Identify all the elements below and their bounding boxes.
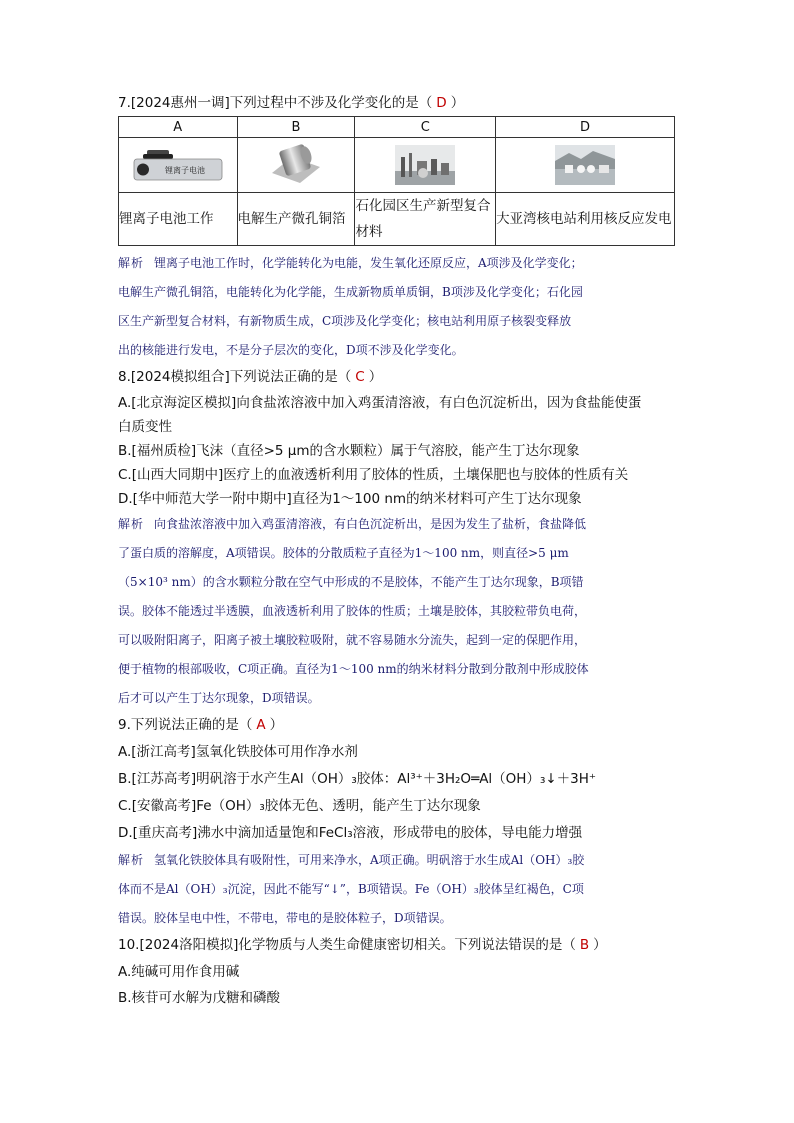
analysis-line: 解析 氢氧化铁胶体具有吸附性，可用来净水，A项正确。明矾溶于水生成Al（OH）₃胶 [118,853,585,867]
option-b: B.核苷可水解为戊糖和磷酸 [118,990,281,1006]
analysis-line: 便于植物的根部吸收，C项正确。直径为1～100 nm的纳米材料分散到分散剂中形成胶体 [118,662,589,676]
question-8 [118,366,678,388]
analysis-line: 解析 锂离子电池工作时，化学能转化为电能，发生氧化还原反应，A项涉及化学变化； [118,256,583,270]
copper-foil-image [266,143,326,187]
option-a: A.[北京海淀区模拟]向食盐浓溶液中加入鸡蛋清溶液，有白色沉淀析出，因为食盐能使蛋 [118,395,642,411]
analysis-line: 区生产新型复合材料，有新物质生成，C项涉及化学变化；核电站利用原子核裂变释放 [118,314,572,328]
question-10 [118,934,678,956]
cell-text-d: 大亚湾核电站利用核反应发电 [496,193,675,246]
question-close: ） [269,717,284,733]
document-page [118,92,678,1011]
analysis-line: 误。胶体不能透过半透膜，血液透析利用了胶体的性质；土壤是胶体，其胶粒带负电荷， [118,604,587,618]
option-d: D.[华中师范大学一附中期中]直径为1～100 nm的纳米材料可产生丁达尔现象 [118,491,582,507]
battery-label: 锂离子电池 [164,166,205,175]
image-cell-b [237,138,355,193]
question-close: ） [368,369,383,385]
analysis-line: 体而不是Al（OH）₃沉淀，因此不能写“↓”，B项错误。Fe（OH）₃胶体呈红褐色，C项 [118,882,584,896]
analysis-line: （5×10³ nm）的含水颗粒分散在空气中形成的不是胶体，不能产生丁达尔现象，B项错 [118,575,584,589]
option-a: A.纯碱可用作食用碱 [118,964,240,980]
analysis-line: 错误。胶体呈电中性，不带电，带电的是胶体粒子，D项错误。 [118,911,452,925]
header-b: B [237,117,355,138]
analysis-line: 了蛋白质的溶解度，A项错误。胶体的分散质粒子直径为1～100 nm，则直径>5 μm [118,546,569,560]
image-cell-d [496,138,675,193]
analysis-line: 出的核能进行发电，不是分子层次的变化，D项不涉及化学变化。 [118,343,464,357]
image-cell-c [355,138,496,193]
option-b: B.[江苏高考]明矾溶于水产生Al（OH）₃胶体：Al³⁺＋3H₂O═Al（OH）₃↓＋3H⁺ [118,771,597,787]
analysis-line: 解析 向食盐浓溶液中加入鸡蛋清溶液，有白色沉淀析出，是因为发生了盐析，食盐降低 [118,517,587,531]
answer-mark: C [355,369,365,385]
cell-text-b: 电解生产微孔铜箔 [237,193,355,246]
option-a: A.[浙江高考]氢氧化铁胶体可用作净水剂 [118,744,358,760]
image-cell-a [119,138,238,193]
option-c: C.[山西大同期中]医疗上的血液透析利用了胶体的性质，土壤保肥也与胶体的性质有关 [118,467,629,483]
answer-mark: B [579,937,590,953]
header-c: C [355,117,496,138]
question-9 [118,714,678,736]
cell-text-c: 石化园区生产新型复合材料 [355,193,496,246]
battery-image [133,148,223,182]
option-c: C.[安徽高考]Fe（OH）₃胶体无色、透明，能产生丁达尔现象 [118,798,481,814]
question-7 [118,92,678,114]
header-d: D [496,117,675,138]
question-stem: 7.[2024惠州一调]下列过程中不涉及化学变化的是（ [118,95,433,111]
question-close: ） [593,937,607,953]
analysis-8 [118,511,678,712]
analysis-line: 可以吸附阳离子，阳离子被土壤胶粒吸附，就不容易随水分流失，起到一定的保肥作用， [118,633,587,647]
analysis-line: 电解生产微孔铜箔，电能转化为化学能，生成新物质单质铜，B项涉及化学变化；石化园 [118,285,583,299]
analysis-tag: 解析 [118,853,145,867]
nuclear-plant-image [555,145,615,185]
question-close: ） [450,95,465,111]
analysis-9 [118,847,678,932]
option-d: D.[重庆高考]沸水中滴加适量饱和FeCl₃溶液，形成带电的胶体，导电能力增强 [118,825,583,841]
answer-mark: A [256,717,266,733]
option-b: B.[福州质检]飞沫（直径>5 μm的含水颗粒）属于气溶胶，能产生丁达尔现象 [118,443,580,459]
question-stem: 9.下列说法正确的是（ [118,717,253,733]
industrial-park-image [395,145,455,185]
options-table [118,116,675,246]
cell-text-a: 锂离子电池工作 [119,193,238,246]
analysis-line: 后才可以产生丁达尔现象，D项错误。 [118,691,320,705]
header-a: A [119,117,238,138]
answer-mark: D [436,95,447,111]
analysis-tag: 解析 [118,256,145,270]
question-stem: 10.[2024洛阳模拟]化学物质与人类生命健康密切相关。下列说法错误的是（ [118,937,576,953]
question-stem: 8.[2024模拟组合]下列说法正确的是（ [118,369,352,385]
analysis-tag: 解析 [118,517,145,531]
analysis-7 [118,250,678,364]
option-a-cont: 白质变性 [118,419,172,435]
